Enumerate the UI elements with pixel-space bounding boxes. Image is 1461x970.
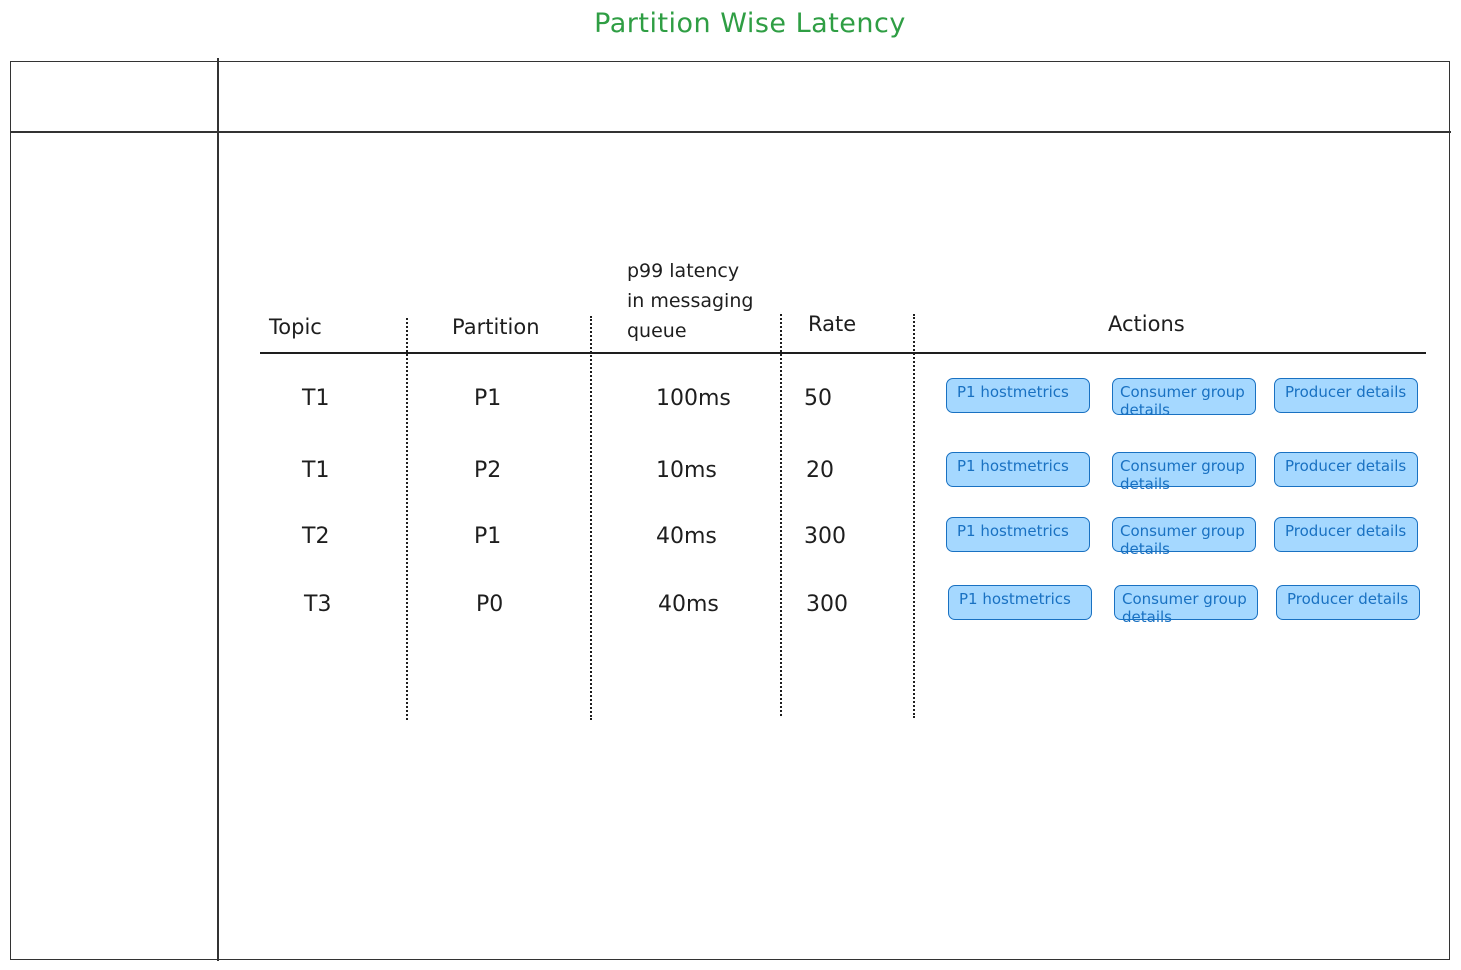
row-4-hostmetrics-button[interactable]: P1 hostmetrics xyxy=(948,585,1092,620)
column-separator-3 xyxy=(780,314,782,716)
row-4-producer-details-button[interactable]: Producer details xyxy=(1276,585,1420,620)
column-separator-4 xyxy=(913,314,915,718)
row-1-latency: 100ms xyxy=(656,386,731,411)
row-4-consumer-group-button[interactable]: Consumer group details xyxy=(1114,585,1258,620)
sidebar-divider xyxy=(217,58,219,961)
header-rule xyxy=(260,352,1426,354)
header-partition: Partition xyxy=(452,315,540,339)
row-3-topic: T2 xyxy=(302,524,330,549)
row-3-rate: 300 xyxy=(804,524,846,549)
row-3-hostmetrics-button[interactable]: P1 hostmetrics xyxy=(946,517,1090,552)
row-4-topic: T3 xyxy=(304,592,332,617)
page-title: Partition Wise Latency xyxy=(594,8,906,39)
row-3-producer-details-button[interactable]: Producer details xyxy=(1274,517,1418,552)
row-1-producer-details-button[interactable]: Producer details xyxy=(1274,378,1418,413)
row-2-producer-details-button[interactable]: Producer details xyxy=(1274,452,1418,487)
row-1-partition: P1 xyxy=(474,386,502,411)
row-1-topic: T1 xyxy=(302,386,330,411)
header-divider xyxy=(10,131,1451,133)
main-frame xyxy=(10,61,1450,960)
row-2-consumer-group-button[interactable]: Consumer group details xyxy=(1112,452,1256,487)
row-4-rate: 300 xyxy=(806,592,848,617)
row-2-partition: P2 xyxy=(474,458,502,483)
row-1-hostmetrics-button[interactable]: P1 hostmetrics xyxy=(946,378,1090,413)
row-2-rate: 20 xyxy=(806,458,834,483)
header-topic: Topic xyxy=(269,315,322,339)
row-2-hostmetrics-button[interactable]: P1 hostmetrics xyxy=(946,452,1090,487)
header-actions: Actions xyxy=(1108,312,1185,336)
row-4-latency: 40ms xyxy=(658,592,719,617)
row-3-partition: P1 xyxy=(474,524,502,549)
row-1-rate: 50 xyxy=(804,386,832,411)
row-4-partition: P0 xyxy=(476,592,504,617)
row-3-consumer-group-button[interactable]: Consumer group details xyxy=(1112,517,1256,552)
row-3-latency: 40ms xyxy=(656,524,717,549)
column-separator-1 xyxy=(406,318,408,720)
row-2-topic: T1 xyxy=(302,458,330,483)
header-rate: Rate xyxy=(808,312,857,336)
column-separator-2 xyxy=(590,316,592,720)
row-1-consumer-group-button[interactable]: Consumer group details xyxy=(1112,378,1256,415)
row-2-latency: 10ms xyxy=(656,458,717,483)
header-latency: p99 latency in messaging queue xyxy=(627,260,754,342)
